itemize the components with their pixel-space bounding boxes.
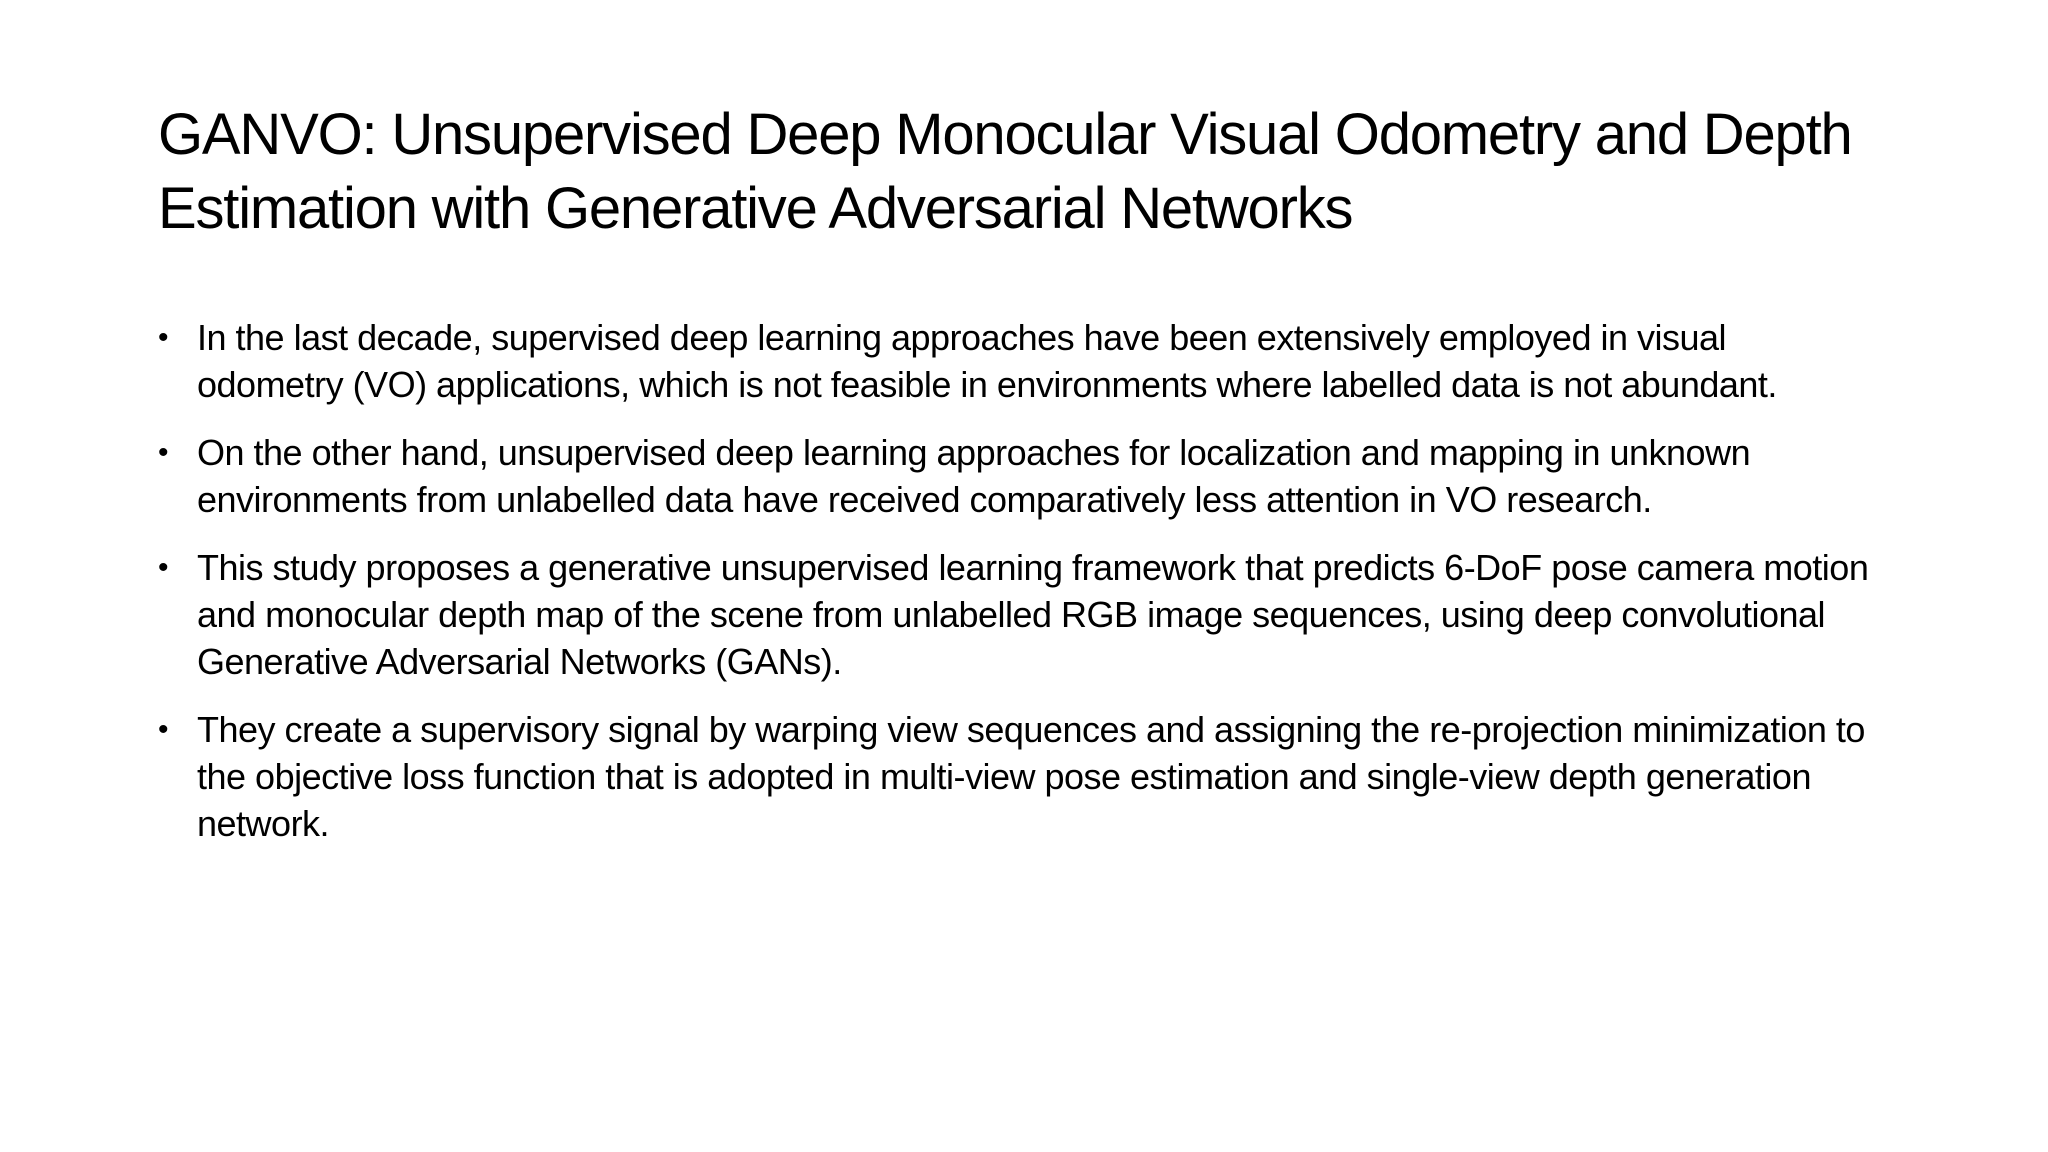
- bullet-dot-icon: •: [158, 713, 169, 746]
- bullet-dot-icon: •: [158, 551, 169, 584]
- bullet-list: [158, 314, 1878, 868]
- bullet-item: [158, 706, 1878, 847]
- bullet-item: [158, 544, 1878, 685]
- bullet-text: On the other hand, unsupervised deep learning approaches for localization and mapping in unknown environments from unlabelled data have received comparatively less attention in VO research.: [197, 432, 1751, 520]
- bullet-item: [158, 429, 1878, 523]
- bullet-item: [158, 314, 1878, 408]
- bullet-text: They create a supervisory signal by warping view sequences and assigning the re-projection minimization to the objective loss function that is adopted in multi-view pose estimation and single-view depth generation network.: [197, 709, 1865, 844]
- bullet-dot-icon: •: [158, 436, 169, 469]
- bullet-dot-icon: •: [158, 321, 169, 354]
- slide-title: GANVO: Unsupervised Deep Monocular Visual Odometry and Depth Estimation with Generative Adversarial Networks: [158, 102, 1852, 241]
- bullet-text: In the last decade, supervised deep learning approaches have been extensively employed in visual odometry (VO) applications, which is not feasible in environments where labelled data is not abundant.: [197, 317, 1777, 405]
- bullet-text: This study proposes a generative unsupervised learning framework that predicts 6-DoF pose camera motion and monocular depth map of the scene from unlabelled RGB image sequences, using deep convolutional Generative Adversarial Networks (GANs).: [197, 547, 1869, 682]
